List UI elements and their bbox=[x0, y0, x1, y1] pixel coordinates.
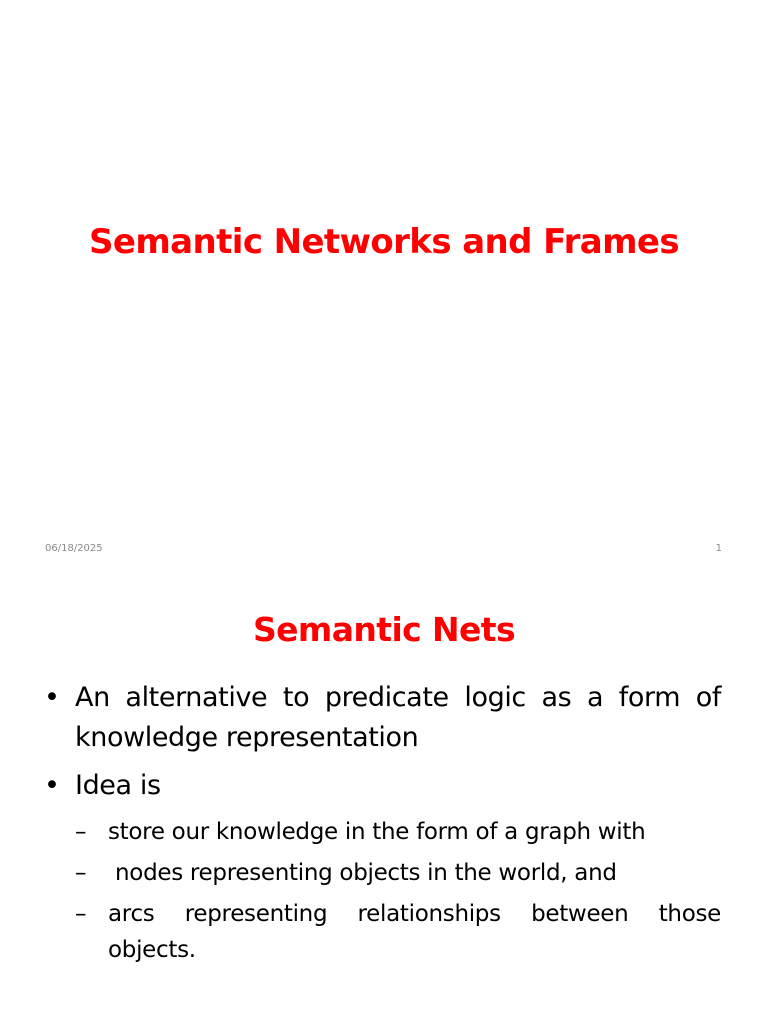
sub-bullet-list bbox=[75, 814, 729, 968]
bullet-list bbox=[44, 678, 729, 968]
sub-bullet-text: nodes representing objects in the world, and bbox=[108, 860, 617, 886]
slide-title: Semantic Networks and Frames bbox=[88, 222, 680, 262]
bullet-item bbox=[44, 766, 729, 968]
bullet-text: An alternative to predicate logic as a form of knowledge representation bbox=[75, 682, 721, 753]
sub-bullet-item bbox=[75, 814, 721, 850]
content-slide bbox=[0, 576, 768, 1024]
bullet-icon: • bbox=[44, 682, 60, 713]
footer-date: 06/18/2025 bbox=[45, 543, 103, 554]
sub-bullet-text: arcs representing relationships between those objects. bbox=[108, 901, 729, 963]
slide-number: 1 bbox=[715, 543, 722, 554]
bullet-icon: • bbox=[44, 770, 60, 801]
sub-bullet-text: store our knowledge in the form of a graph with bbox=[108, 819, 646, 845]
sub-bullet-item bbox=[75, 855, 721, 891]
dash-icon: – bbox=[75, 901, 87, 927]
bullet-text: Idea is bbox=[75, 770, 161, 801]
bullet-item bbox=[44, 678, 721, 758]
dash-icon: – bbox=[75, 860, 87, 886]
slide-title: Semantic Nets bbox=[252, 610, 516, 649]
dash-icon: – bbox=[75, 819, 87, 845]
sub-bullet-item bbox=[75, 896, 729, 968]
